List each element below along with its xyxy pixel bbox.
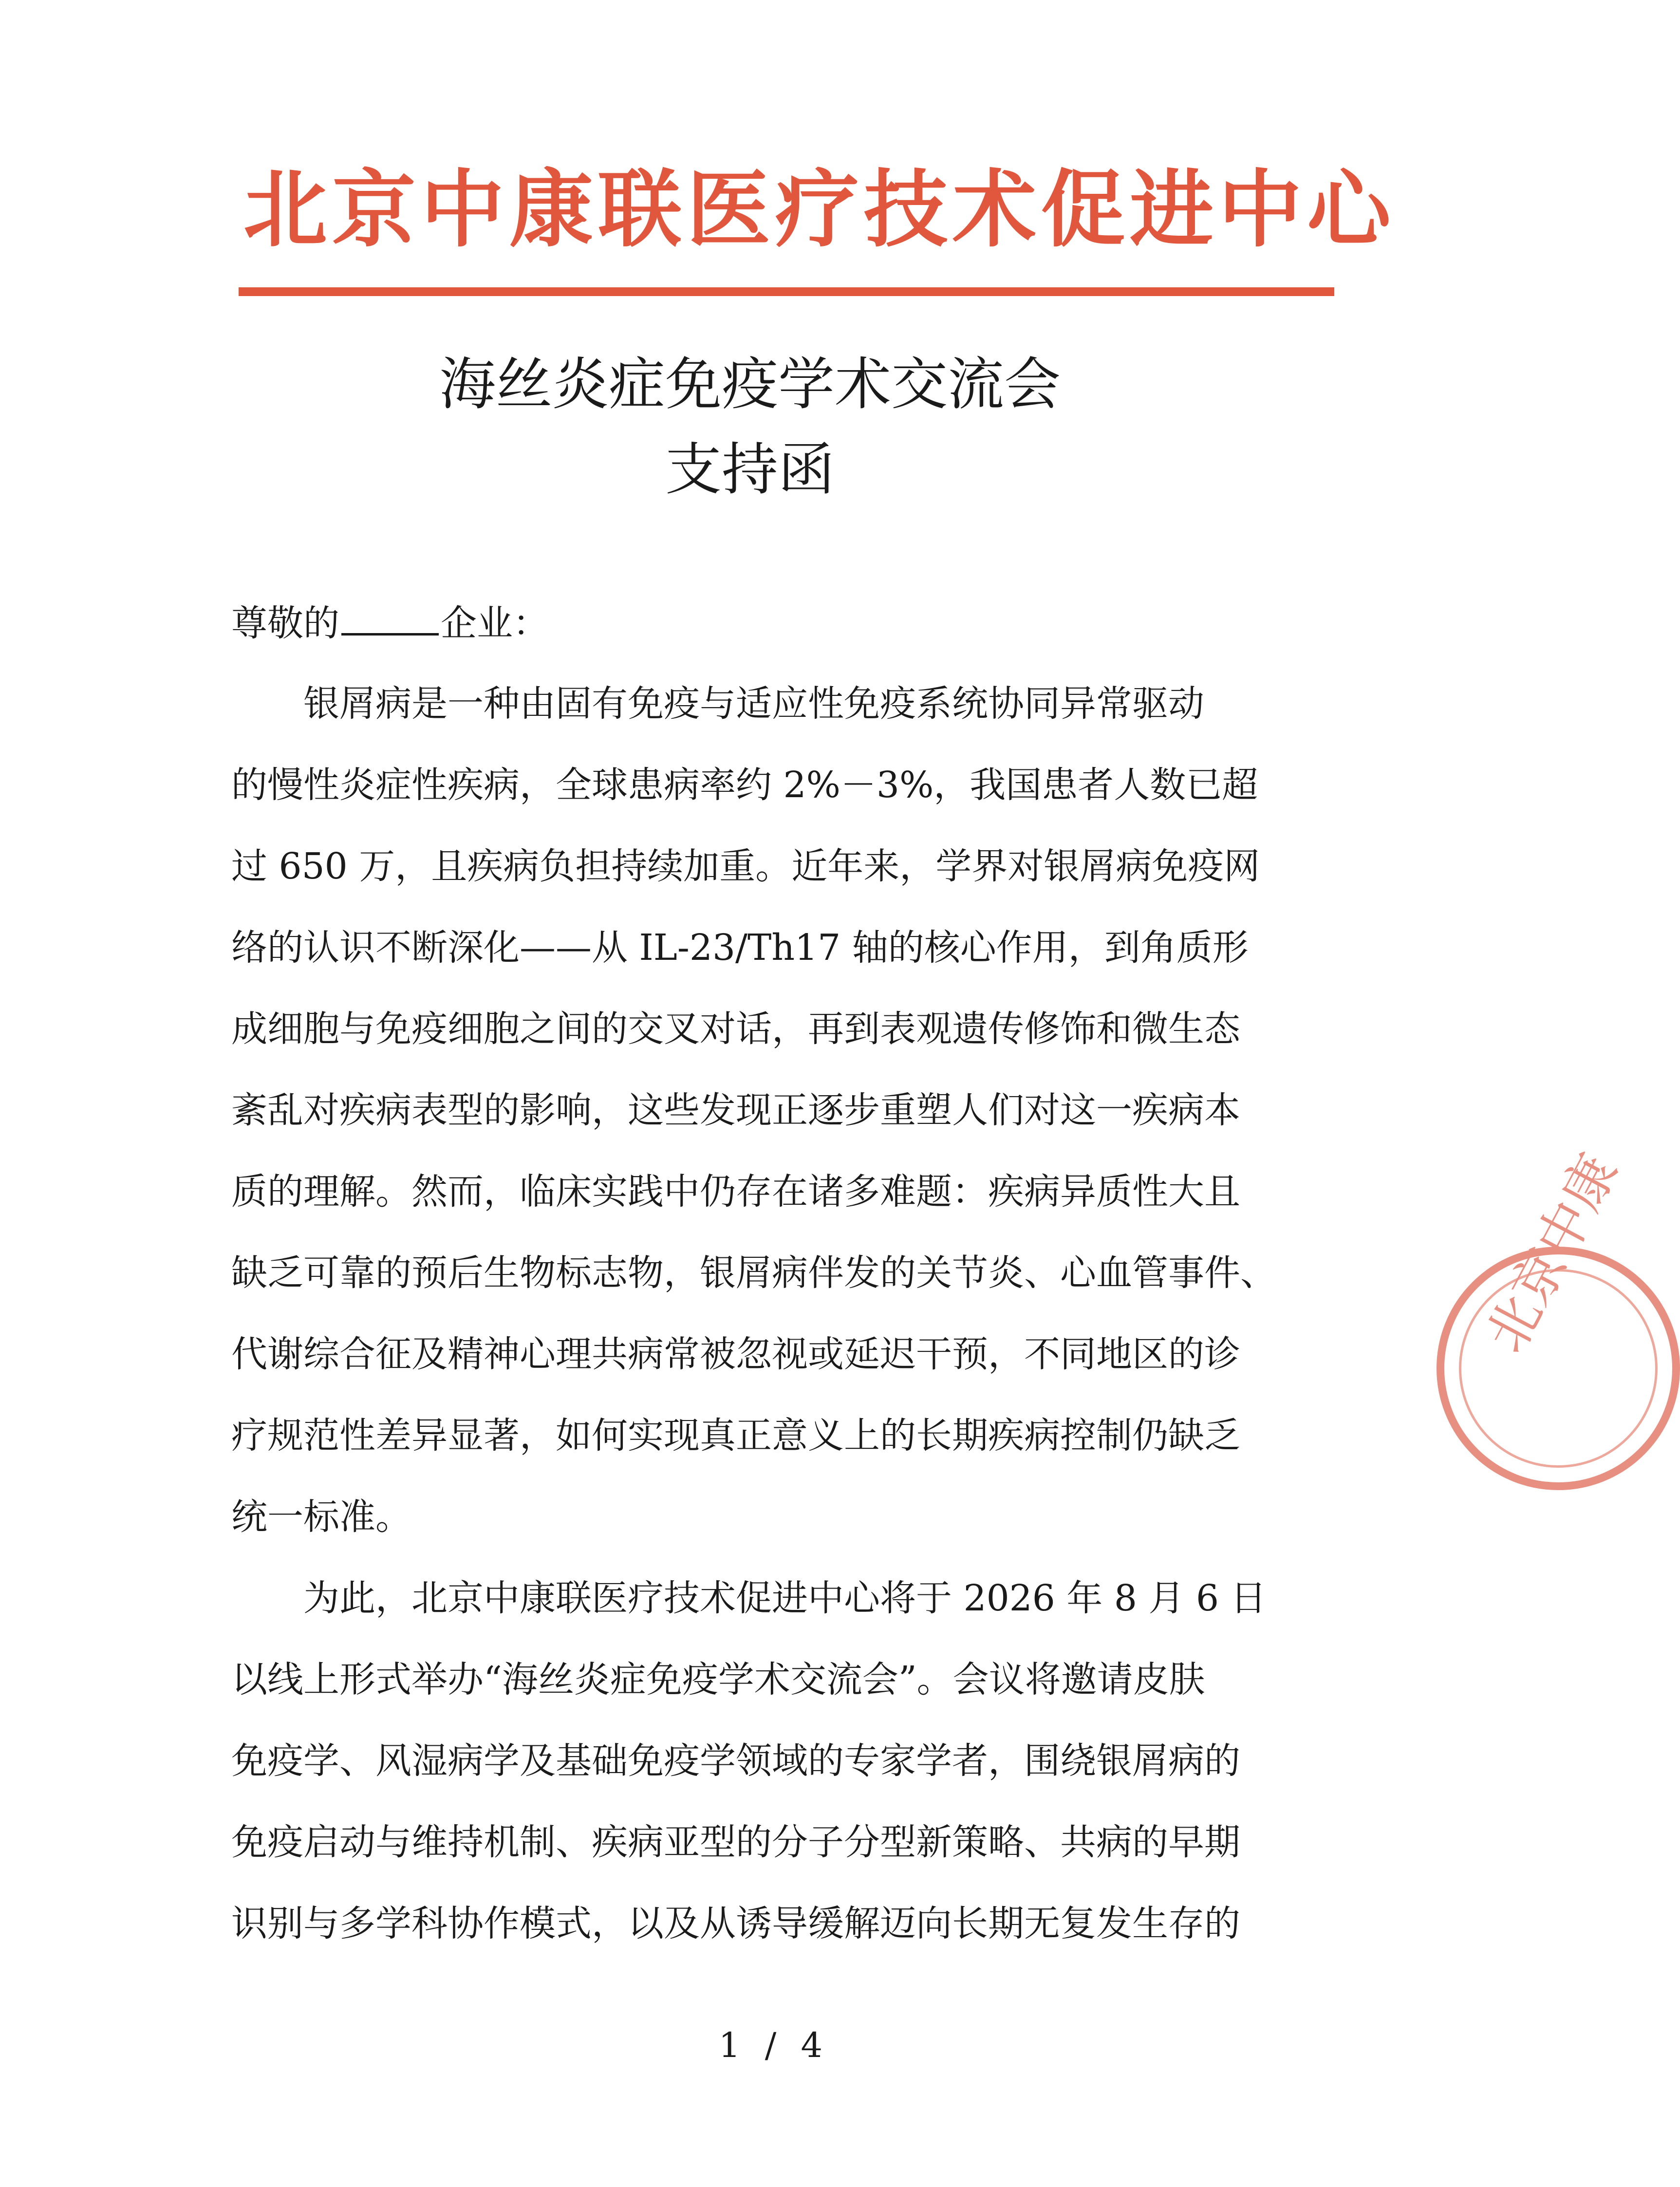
recipient-blank [341, 599, 439, 636]
body-line: 代谢综合征及精神心理共病常被忽视或延迟干预，不同地区的诊 [231, 1333, 1240, 1375]
salutation [231, 599, 549, 648]
body-line: 过 650 万，且疾病负担持续加重。近年来，学界对银屑病免疫网 [231, 845, 1260, 887]
body-line: 识别与多学科协作模式，以及从诱导缓解迈向长期无复发生存的 [231, 1903, 1240, 1944]
page-number: 1 / 4 [718, 2025, 830, 2065]
body-line: 络的认识不断深化——从 IL-23/Th17 轴的核心作用，到角质形 [231, 927, 1249, 969]
body-line: 以线上形式举办“海丝炎症免疫学术交流会”。会议将邀请皮肤 [231, 1659, 1205, 1701]
document-title: 海丝炎症免疫学术交流会 [439, 352, 1061, 417]
seal-text: 北京中康 [1474, 1143, 1630, 1363]
body-line: 银屑病是一种由固有免疫与适应性免疫系统协同异常驱动 [231, 683, 1204, 725]
salutation-prefix: 尊敬的 [231, 602, 339, 644]
document-subtitle: 支持函 [665, 437, 835, 503]
body-line: 成细胞与免疫细胞之间的交叉对话，再到表观遗传修饰和微生态 [231, 1008, 1240, 1050]
body-line: 统一标准。 [231, 1496, 411, 1538]
body-line: 缺乏可靠的预后生物标志物，银屑病伴发的关节炎、心血管事件、 [231, 1252, 1276, 1294]
official-seal-stamp [1437, 1143, 1680, 1490]
body-line: 质的理解。然而，临床实践中仍存在诸多难题：疾病异质性大且 [231, 1171, 1240, 1213]
body-line: 免疫学、风湿病学及基础免疫学领域的专家学者，围绕银屑病的 [231, 1740, 1240, 1782]
organization-letterhead: 北京中康联医疗技术促进中心 [243, 160, 1396, 259]
body-line: 疗规范性差异显著，如何实现真正意义上的长期疾病控制仍缺乏 [231, 1415, 1240, 1457]
body-line: 免疫启动与维持机制、疾病亚型的分子分型新策略、共病的早期 [231, 1821, 1240, 1863]
salutation-suffix: 企业： [441, 602, 549, 644]
body-line: 紊乱对疾病表型的影响，这些发现正逐步重塑人们对这一疾病本 [231, 1089, 1240, 1131]
letterhead-rule [239, 287, 1334, 296]
body-line: 的慢性炎症性疾病，全球患病率约 2%－3%，我国患者人数已超 [231, 764, 1258, 806]
body-line: 为此，北京中康联医疗技术促进中心将于 2026 年 8 月 6 日 [231, 1577, 1267, 1619]
